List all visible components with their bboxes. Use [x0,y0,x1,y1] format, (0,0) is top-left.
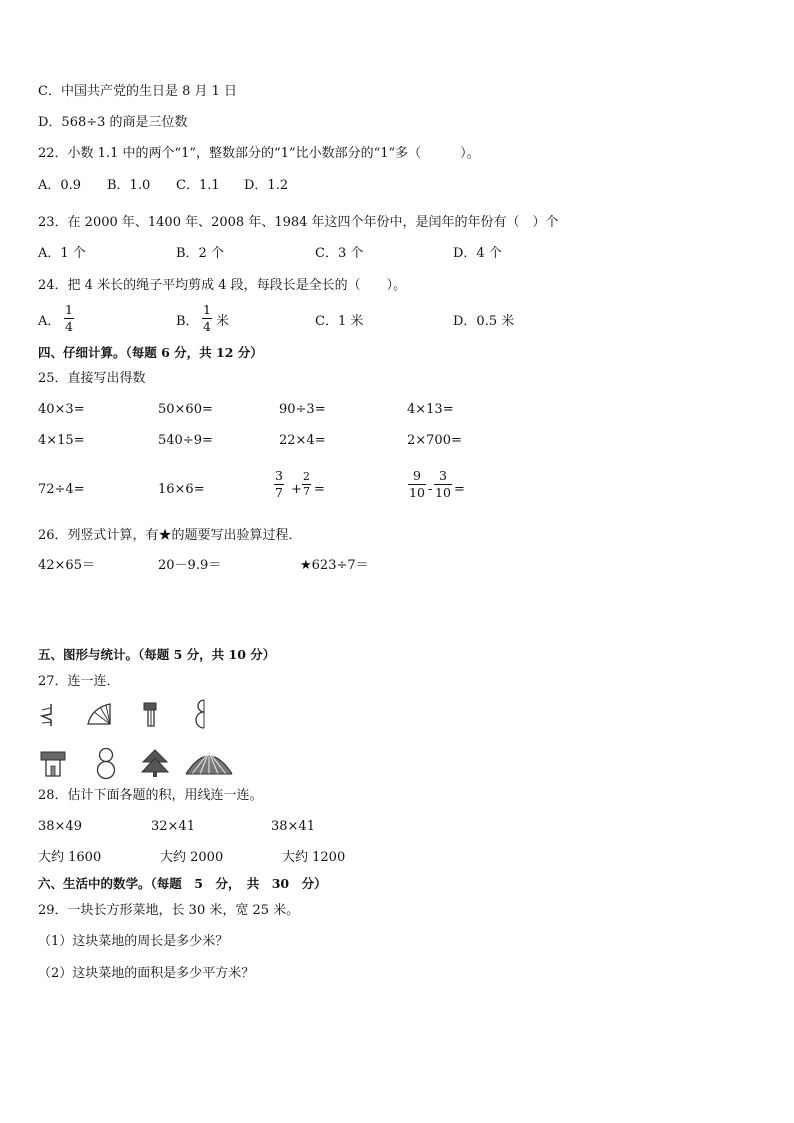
question-24: 24．把 4 米长的绳子平均剪成 4 段，每段长是全长的（ ）。 [38,278,407,293]
calc-item: 50×60= [158,402,213,417]
q24-option-b-label: B． [176,314,199,329]
house-shape-icon [38,748,68,778]
fraction-numerator: 1 [65,302,73,317]
calc-item: 90÷3= [279,402,326,417]
calc-item: 22×4= [279,433,326,448]
q22-option-d: D．1.2 [244,178,289,193]
question-27: 27．连一连． [38,674,120,689]
question-29-part-1: （1）这块菜地的周长是多少米？ [38,934,229,949]
umbrella-half-icon [140,700,160,728]
calc-item: 40×3= [38,402,85,417]
calc-item: 540÷9= [158,433,213,448]
product-expression: 32×41 [151,819,195,834]
fraction-numerator: 3 [438,468,447,483]
equals-sign: = [454,482,465,497]
product-expression: 38×41 [271,819,315,834]
fraction-9-10 [408,469,426,500]
snowman-half-icon [194,698,212,730]
calc-item: 4×13= [407,402,454,417]
calc-item: 2×700= [407,433,462,448]
estimate-value: 大约 1200 [282,850,346,865]
q22-option-a: A．0.9 [38,178,82,193]
product-expression: 38×49 [38,819,82,834]
q22-option-b: B．1.0 [107,178,151,193]
snowman-shape-icon [95,746,117,780]
estimate-value: 大约 2000 [160,850,224,865]
vertical-calc-item: 42×65＝ [38,558,95,573]
question-25: 25．直接写出得数 [38,371,146,386]
fraction-2-7 [302,471,311,498]
question-23: 23．在 2000 年、1400 年、2008 年、1984 年这四个年份中，是闰年的年份有（ ）个 [38,215,559,230]
fraction-denominator: 4 [65,319,73,334]
minus-sign: - [428,482,433,497]
q23-option-c: C．3 个 [315,246,364,261]
fraction-denominator: 7 [303,485,310,498]
option-c: C．中国共产党的生日是 8 月 1 日 [38,84,238,99]
question-22: 22．小数 1.1 中的两个“1”，整数部分的“1”比小数部分的“1”多（ ）。 [38,146,480,161]
q23-option-d: D．4 个 [453,246,502,261]
section-5-heading: 五、图形与统计。（每题 5 分，共 10 分） [38,647,276,662]
q24-option-d: D．0.5 米 [453,314,515,329]
fraction-numerator: 1 [203,302,211,317]
calc-item: 4×15= [38,433,85,448]
q23-option-b: B．2 个 [176,246,224,261]
fraction-3-10 [434,469,452,500]
q23-option-a: A．1 个 [38,246,86,261]
q24-option-b-fraction [202,303,212,334]
fraction-denominator: 10 [435,485,451,500]
q24-option-b-unit: 米 [216,314,230,329]
fraction-denominator: 7 [275,485,283,500]
fraction-numerator: 2 [303,470,310,483]
fraction-denominator: 4 [203,319,211,334]
q24-option-a-label: A． [38,314,61,329]
tree-shape-icon [140,748,170,778]
fraction-numerator: 3 [275,468,283,483]
fraction-numerator: 9 [412,468,421,483]
half-figure-z-icon [38,702,60,728]
question-29-part-2: （2）这块菜地的面积是多少平方米？ [38,966,255,981]
q22-option-c: C．1.1 [176,178,220,193]
fraction-3-7 [274,469,284,500]
question-28: 28．估计下面各题的积，用线连一连。 [38,788,263,803]
section-6-heading: 六、生活中的数学。（每题 5 分， 共 30 分） [38,876,327,891]
q24-option-a-fraction [64,303,74,334]
vertical-calc-item: ★623÷7＝ [300,558,369,573]
equals-sign: = [314,482,325,497]
umbrella-shape-icon [184,748,234,778]
section-4-heading: 四、仔细计算。（每题 6 分，共 12 分） [38,345,263,360]
calc-item: 16×6= [158,482,205,497]
fraction-denominator: 10 [409,485,425,500]
question-26: 26．列竖式计算，有★的题要写出验算过程． [38,528,302,543]
estimate-value: 大约 1600 [38,850,102,865]
plus-sign: + [291,482,302,497]
calc-item: 72÷4= [38,482,85,497]
q24-option-c: C．1 米 [315,314,364,329]
fan-half-icon [86,702,114,726]
vertical-calc-item: 20－9.9＝ [158,558,222,573]
option-d: D．568÷3 的商是三位数 [38,115,188,130]
question-29: 29．一块长方形菜地，长 30 米，宽 25 米。 [38,903,300,918]
